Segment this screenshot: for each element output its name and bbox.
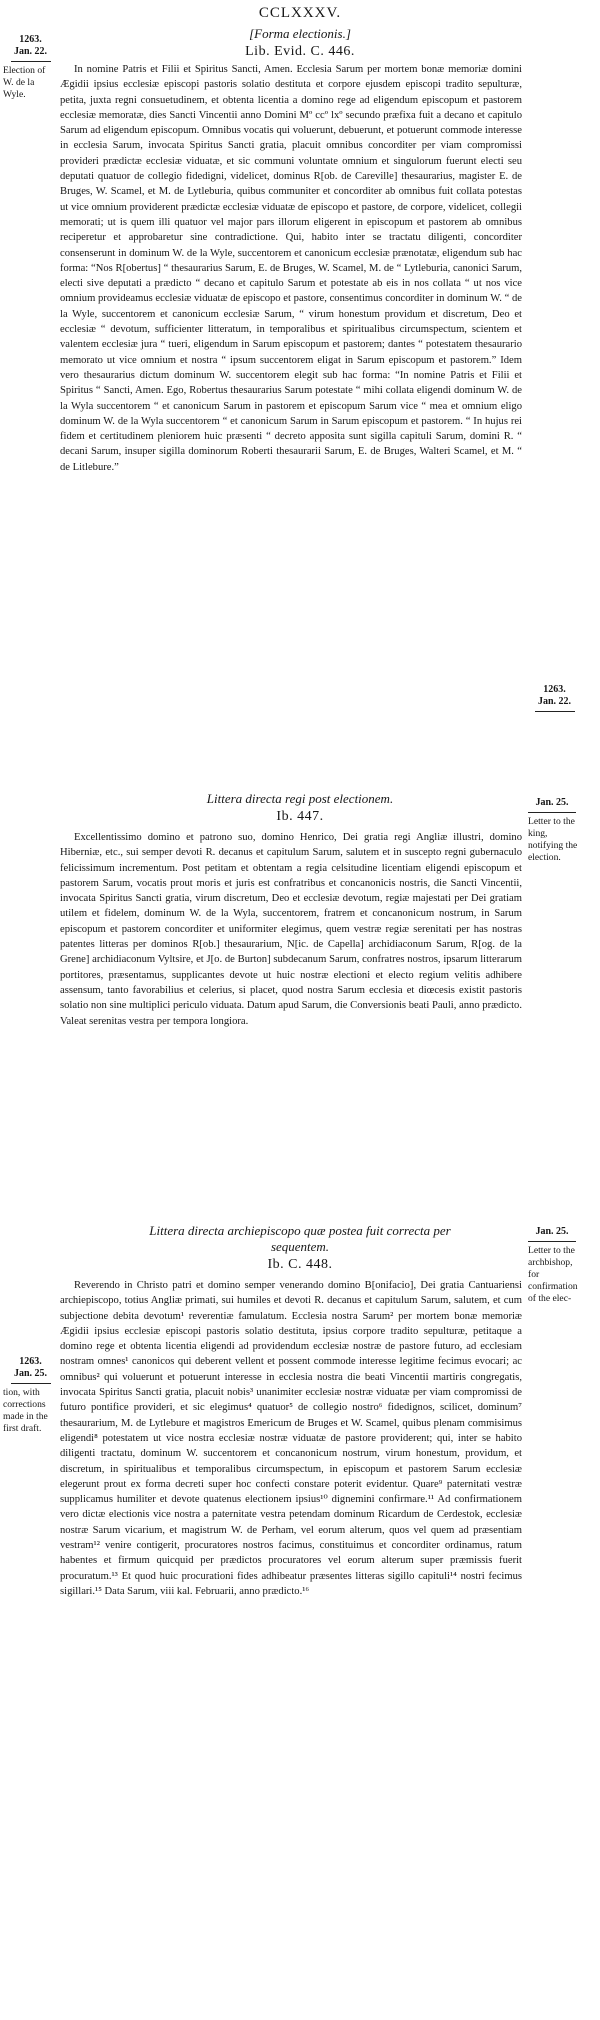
margin-note-corrections [3,1356,58,1435]
section-title-archbishop-letter: Littera directa archiepiscopo quæ postea fuit correcta per [149,1223,451,1238]
margin-description: tion, with corrections made in the first draft. [3,1387,48,1434]
margin-date: 1263. Jan. 22. [11,34,51,62]
margin-note-archbishop-letter [528,1226,598,1305]
margin-description: Letter to the archbishop, for confirmation of the elec- [528,1245,578,1304]
margin-date: Jan. 25. [528,1226,576,1242]
source-reference-3: Ib. C. 448. [267,1257,333,1272]
section-king-letter-text [60,830,522,1029]
form-title: [Forma electionis.] [249,26,351,41]
election-paragraph: In nomine Patris et Filii et Spiritus Sancti, Amen. Ecclesia Sarum per mortem bonæ memoriæ domini Ægidii ipsius ecclesiæ episcopi pastoris solatio destituta et corpore ejusdem episcopi tradito sepulturæ, petita, juxta regni consuetudinem, et obtenta licentia a domino rege ad eligendum episcopum et pastorem ecclesiæ memoratæ, dies Sancti Vincentii anno Domini Mº ccº lxº secundo præfixa fuit a decano et capitulo Sarum ad eligendum episcopum. Omnibus vocatis qui voluerunt, debuerunt, et potuerunt commode interesse in ecclesia Sarum, invocata Spiritus Sancti gratia, placuit omnibus concorditer per viam compromissi provideri prædictæ ecclesiæ viduatæ, et sic communi voluntate omnium et singulorum fuerunt electi seu deputati quatuor de collegio fidedigni, videlicet, dominus R[ob. de Careville] thesaurarius, magister E. de Bruges, W. Scamel, et M. de Lytleburia, quibus communiter et concorditer ab omnibus fuit collata potestas ut vice omnium providerent prædictæ ecclesiæ viduatæ de episcopo et pastore, de corpore, videlicet, collegii memorati; ut is quem illi quatuor vel major pars illorum eligerent in episcopum et pastorem ab omnibus reciperetur et approbaretur sine contradictione. Qui, habito inter se tractatu diligenti, concorditer consenserunt in dominum W. de la Wyle, succentorem et canonicum ecclesiæ prænotatæ, eligendum sub hac forma: “Nos R[obertus] “ thesaurarius Sarum, E. de Bruges, W. Scamel, M. de “ Lytleburia, canonici Sarum, electi sive deputati a prædicto “ decano et capitulo Sarum et potestate ab eis in nos collata “ ut nos vice omnium provideamus ecclesiæ viduatæ de episcopo et pastore, consentimus concorditer in dominum W. “ de la Wyle, succentorem et canonicum ecclesiæ Sarum, “ virum honestum providum et discretum, Deo et ecclesiæ “ devotum, sufficienter litteratum, in temporalibus et spiritualibus circumspectum, scientem et valentem ecclesiæ jura “ tueri, eligendum in Sarum episcopum et pastorem; dantes “ potestatem thesaurario memorato ut vice omnium et nostra “ ipsum succentorem eligat in Sarum episcopum et pastorem.” Idem vero thesaurarius dictum dominum W. succentorem elegit sub hac forma: “In nomine Patris et Filii et Spiritus “ Sancti, Amen. Ego, Robertus thesaurarius Sarum potestate “ mihi collata eligendi dominum W. de la Wyla succentorem “ et canonicum Sarum in pastorem et episcopum Sarum vice “ mea et omnium eligo dominum W. de la Wyla succentorem “ et canonicum Sarum in Sarum episcopum et pastorem. “ In hujus rei fidem et certitudinem pleniorem huic præsenti “ decreto apposita sunt sigilla capituli Sarum, domini R. “ decani Sarum, insuper sigilla dominorum Roberti thesaurarii Sarum, E. de Bruges, Walteri Scamel, et M. “ de Litlebure.” [60,64,522,473]
source-reference-1: Lib. Evid. C. 446. [245,44,355,59]
source-reference-2: Ib. 447. [276,809,324,824]
margin-note-king-letter [528,797,598,864]
margin-date: 1263. Jan. 25. [11,1356,51,1384]
margin-description: Election of W. de la Wyle. [3,65,46,100]
section-title-archbishop-letter-cont: sequentem. [270,1239,330,1254]
section-title-king-letter: Littera directa regi post electionem. [206,791,394,806]
king-letter-paragraph: Excellentissimo domino et patrono suo, domino Henrico, Dei gratia regi Angliæ illustri, domino Hiberniæ, etc., sui semper devoti R. decanus et capitulum Sarum, salutem et in suscepto regni gubernaculo felicissimum incrementum. Post petitam et obtentam a regia celsitudine licentiam eligendi episcopum et pastorem Sarum, vocatis prout moris et juris est confratribus et concanonicis nostris, die Sancti Vincentii, invocata Spiritus Sancti gratia, virum discretum, Deo et ecclesiæ devotum, regiæ majestati per Dei gratiam utilem et fidelem, dominum W. de la Wyla, succentorem, fratrem et concanonicum nostrum, in Sarum episcopum et pastorem concorditer et uniformiter elegimus, quem vestræ regiæ serenitati per has nostras patentes litteras per dominos R[ob.] thesaurarium, N[ic. de Capella] archidiaconum Sarum, R[og. de la Grene] archidiaconum Vyltsire, et J[o. de Burton] subdecanum Sarum, confratres nostros, ipsarum litterarum portitores, præsentamus, supplicantes devote ut huic nostræ electioni et electo regium velitis adhibere assensum, tanto favorabilius et celerius, si placet, quod nostra Sarum ecclesia et diœcesis existit pastoris solatio non sine multiplici periculo viduata. Datum apud Sarum, die Conversionis beati Pauli, anno prædicto. Valeat serenitas vestra per tempora longiora. [60,832,522,1027]
section-archbishop-letter-text [60,1278,522,1599]
margin-description: Letter to the king, notifying the election. [528,816,578,863]
margin-date: Jan. 25. [528,797,576,813]
margin-date: 1263. Jan. 22. [535,684,575,712]
archbishop-letter-paragraph: Reverendo in Christo patri et domino semper venerando domino B[onifacio], Dei gratia Cantuariensi archiepiscopo, totius Angliæ primati, sui humiles et devoti R. decanus et capitulum Sarum, salutem, et cum subjectione debita devotum¹ reverentiæ famulatum. Ecclesia nostra Sarum² per mortem bonæ memoriæ Ægidii ipsius ecclesiæ episcopi pastoris solatio destituta, ipsius corpore tradito sepulturæ, petitaque a domino rege et obtenta licentia eligendi ad providendum ecclesiæ nostræ de pastore futuro, ad ecclesiam nostram omnes¹ canonicos qui deberent vellent et possent commode interesse legitime fecimus evocari; ac omnibus² qui voluerunt et potuerunt interesse in ecclesia nostra die beati Vincentii martiris congregatis, invocata Spiritus Sancti gratia, placuit nobis³ unanimiter ecclesiæ nostræ viduatæ per viam compromissi de futuro pontifice provideri, et sic elegimus⁴ quatuor⁵ de collegio nostro⁶ fidedignos, scilicet, dominum⁷ thesaurarium, M. de Lytlebure et magistros Emericum de Bruges et W. Scamel, quibus plenam commisimus eligendi⁸ potestatem ut vice nostra ecclesiæ nostræ viduatæ de pastore providerent; qui, inter se habito diligenti tractatu, dominum W. succentorem et concanonicum nostrum, virum honestum, providum, et discretum, in spiritualibus et temporalibus circumspectum, in episcopum et pastorem Sarum ecclesiæ elegerunt prout ex forma decreti super hoc confecti constare poterit evidentur. Quare⁹ paternitati vestræ supplicamus humiliter et devote quatenus electionem ipsius¹⁰ dignemini confirmare.¹¹ Ad confirmationem vero dictæ electionis vice nostra a paternitate vestra petendam dominum Ricardum de Cerdestok, ecclesiæ nostræ Sarum vicarium, et magistrum W. de Perham, vel eorum alterum, quos vel quem ad præsentiam vestram¹² venire contigerit, procuratores nostros facimus, constituimus et concorditer ordinamus, ratum habentes et firmum quicquid per prædictos procuratores vel eorum alterum super præmissis fuerit procuratum.¹³ Et quod huic procurationi fides adhibeatur præsentes litteras sigillo capituli¹⁴ nostri fecimus sigillari.¹⁵ Data Sarum, viii kal. Februarii, anno prædicto.¹⁶ [60,1280,522,1597]
section-election-text [60,62,522,475]
charter-number: CCLXXXV. [258,5,342,21]
margin-note-election [3,34,58,101]
margin-note-date-right [527,684,582,715]
